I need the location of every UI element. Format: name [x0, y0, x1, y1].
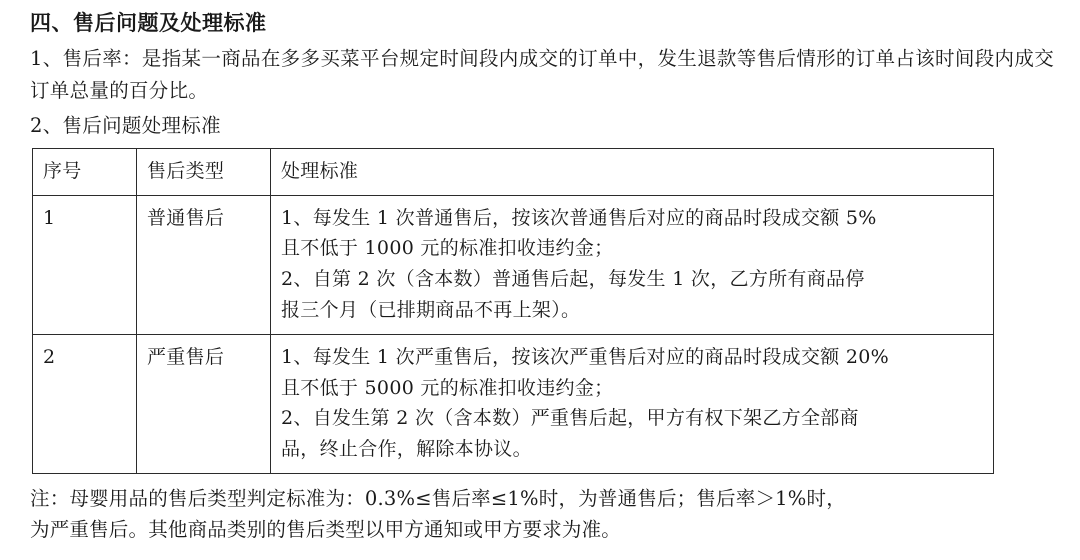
standard-line: 1、每发生 1 次普通售后，按该次普通售后对应的商品时段成交额 5%: [281, 206, 877, 229]
standard-line: 报三个月（已排期商品不再上架）。: [281, 298, 581, 321]
standard-line: 1、每发生 1 次严重售后，按该次严重售后对应的商品时段成交额 20%: [281, 345, 890, 368]
column-header-type: 售后类型: [137, 148, 271, 195]
footnote: [30, 483, 1054, 546]
standard-line: 且不低于 1000 元的标准扣收违约金；: [281, 237, 614, 260]
table-header-row: [33, 148, 994, 195]
footnote-line: 为严重售后。其他商品类别的售后类型以甲方通知或甲方要求为准。: [30, 518, 622, 542]
cell-standard: [271, 195, 994, 334]
cell-standard: [271, 334, 994, 473]
standard-line: 2、自发生第 2 次（含本数）严重售后起，甲方有权下架乙方全部商: [281, 407, 859, 430]
paragraph-standard-intro: 2、售后问题处理标准: [30, 114, 221, 138]
section-heading: 四、售后问题及处理标准: [30, 10, 267, 35]
cell-no: 1: [33, 195, 137, 334]
standard-line: 2、自第 2 次（含本数）普通售后起，每发生 1 次，乙方所有商品停: [281, 268, 865, 291]
cell-no: 2: [33, 334, 137, 473]
table-row: [33, 334, 994, 473]
cell-type: 严重售后: [137, 334, 271, 473]
column-header-no: 序号: [33, 148, 137, 195]
cell-type: 普通售后: [137, 195, 271, 334]
standard-line: 品，终止合作，解除本协议。: [281, 438, 532, 461]
after-sales-standards-table: [32, 148, 994, 474]
paragraph-definition: 1、售后率：是指某一商品在多多买菜平台规定时间段内成交的订单中，发生退款等售后情形的订单占该时间段内成交订单总量的百分比。: [30, 47, 1054, 102]
standard-line: 且不低于 5000 元的标准扣收违约金；: [281, 376, 614, 399]
footnote-line: 注：母婴用品的售后类型判定标准为：0.3%≤售后率≤1%时，为普通售后；售后率＞1%时，: [30, 486, 846, 510]
column-header-standard: 处理标准: [271, 148, 994, 195]
table-row: [33, 195, 994, 334]
